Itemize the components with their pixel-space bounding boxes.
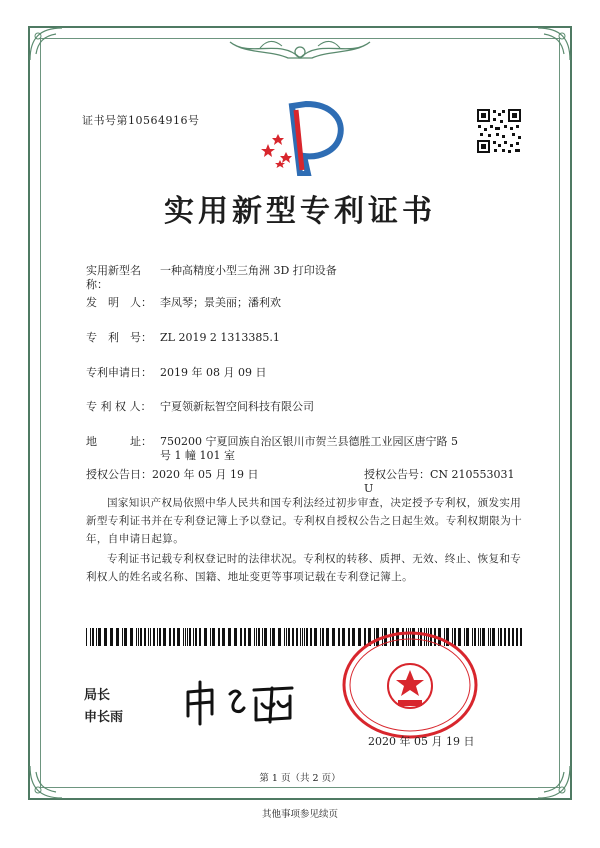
signatory-role: 局长: [84, 688, 111, 703]
announcement-number-value: CN 210553031 U: [364, 468, 515, 495]
field-label: 专 利 号：: [86, 331, 152, 344]
announcement-number: [364, 466, 526, 495]
grant-paragraph: 国家知识产权局依照中华人民共和国专利法经过初步审查，决定授予专利权，颁发实用新型专利证书并在专利登记簿上予以登记。专利权自授权公告之日起生效。专利权期限为十年，自申请日起算。: [86, 497, 522, 545]
field-address: [86, 435, 458, 462]
field-value: 宁夏领新耘智空间科技有限公司: [160, 400, 314, 413]
field-patentee: [86, 400, 314, 414]
field-label: 实用新型名称：: [86, 264, 141, 291]
footer-note: 其他事项参见续页: [261, 809, 338, 820]
field-utility-model-name: [86, 264, 337, 292]
legal-status-paragraph: 专利证书记载专利权登记时的法律状况。专利权的转移、质押、无效、终止、恢复和专利权人的姓名或名称、国籍、地址变更等事项记载在专利登记簿上。: [86, 553, 522, 583]
cnipa-logo-icon: [256, 100, 352, 176]
seal-date: 2020 年 05 月 19 日: [368, 735, 475, 748]
official-seal-icon: [340, 630, 480, 740]
signatory-name: 申长雨: [84, 710, 124, 725]
ornament-corner-tr-icon: [534, 24, 574, 64]
field-label: 专利申请日：: [86, 366, 152, 379]
announcement-date-value: 2020 年 05 月 19 日: [152, 468, 259, 481]
announcement-date-label: 授权公告日：: [86, 468, 152, 481]
announcement-number-label: 授权公告号：: [364, 468, 430, 481]
ornament-corner-tl-icon: [26, 24, 66, 64]
certificate-number: 证书号第10564916号: [82, 114, 200, 127]
field-label: 地 址：: [86, 435, 152, 448]
field-filing-date: [86, 366, 267, 380]
page-title: 实用新型专利证书: [164, 194, 436, 229]
field-label: 发 明 人：: [86, 296, 152, 309]
ornament-top-icon: [200, 28, 400, 64]
field-value: 一种高精度小型三角洲 3D 打印设备: [160, 264, 337, 277]
page-number: 第 1 页（共 2 页）: [259, 773, 341, 784]
field-value: 750200 宁夏回族自治区银川市贺兰县德胜工业园区唐宁路 5 号 1 幢 101 室: [160, 435, 458, 462]
field-value: 2019 年 08 月 09 日: [160, 366, 267, 379]
field-patent-number: [86, 331, 280, 345]
field-value: 李凤琴；景美丽；潘利欢: [160, 296, 281, 309]
field-value: ZL 2019 2 1313385.1: [160, 331, 280, 344]
announcement-row: [86, 466, 526, 495]
field-label: 专 利 权 人：: [86, 400, 152, 413]
handwritten-signature-icon: [182, 676, 302, 728]
field-inventors: [86, 296, 281, 310]
qr-code-icon: [476, 108, 522, 154]
